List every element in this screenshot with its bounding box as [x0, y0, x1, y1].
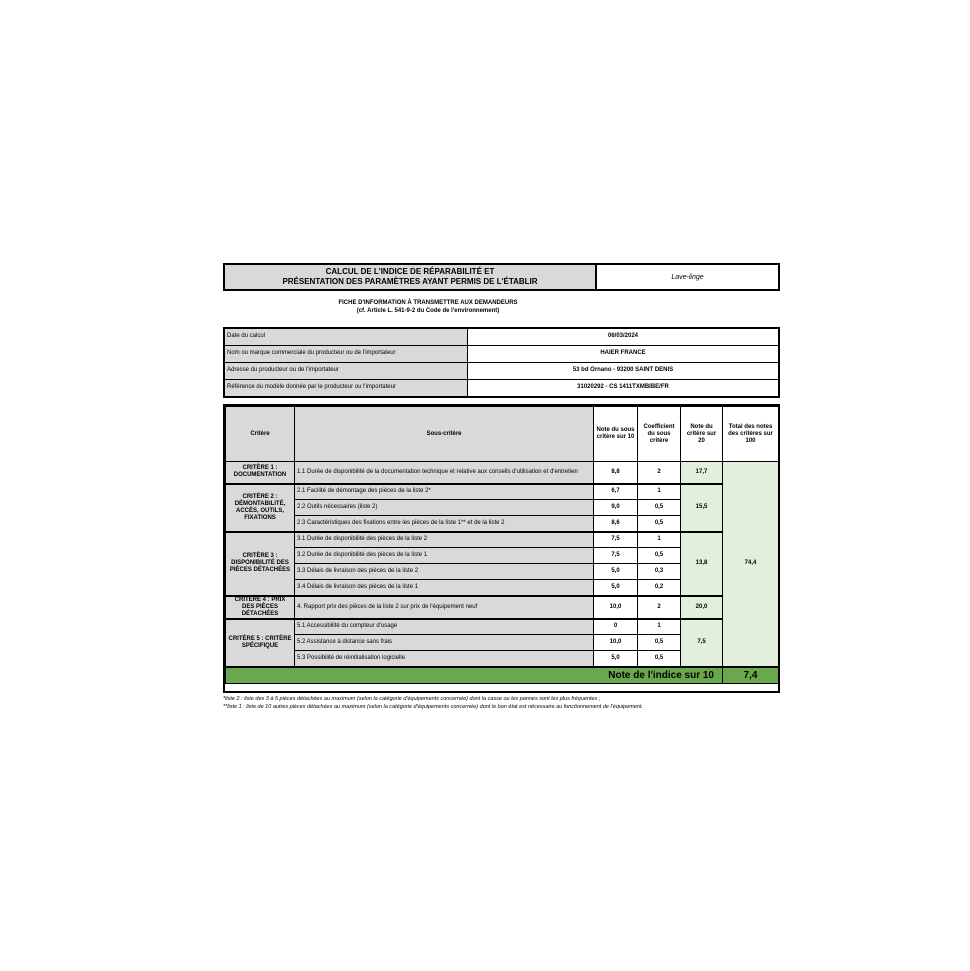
info-row-address	[225, 363, 778, 380]
info-row-date	[225, 329, 778, 346]
subcriterion-coef: 1	[638, 484, 681, 500]
subcriterion-note: 9,0	[594, 500, 638, 516]
header-note-sous-critere: Note du sous critère sur 10	[594, 407, 638, 462]
info-label: Référence du modèle donnée par le producteur ou l'importateur	[225, 380, 468, 396]
criterion-4: CRITÈRE 4 : PRIX DES PIÈCES DÉTACHÉES	[226, 596, 295, 619]
subcriterion-coef: 0,5	[638, 635, 681, 651]
subcriterion-2-3: 2.3 Caractéristiques des fixations entre les pièces de la liste 1** et de la liste 2	[295, 516, 594, 532]
info-label: Date du calcul	[225, 329, 468, 345]
subcriterion-coef: 0,5	[638, 651, 681, 667]
subcriterion-note: 10,0	[594, 635, 638, 651]
subcriterion-coef: 0,5	[638, 500, 681, 516]
subcriterion-3-1: 3.1 Durée de disponibilité des pièces de la liste 2	[295, 532, 594, 548]
header-note-critere: Note du critère sur 20	[681, 407, 723, 462]
sheet-title	[225, 265, 597, 289]
subcriterion-note: 8,8	[594, 462, 638, 484]
final-score-label: Note de l'indice sur 10	[226, 667, 723, 684]
subcriterion-note: 5,0	[594, 580, 638, 596]
footnote-list1: **liste 1 : liste de 10 autres pièces détachées au maximum (selon la catégorie d'équipements concernée) dont le bon état est nécessaire au fonctionnement de l'équipement.	[223, 704, 644, 710]
info-row-brand	[225, 346, 778, 363]
criterion-1: CRITÈRE 1 : DOCUMENTATION	[226, 462, 295, 484]
header-coefficient: Coefficient du sous critère	[638, 407, 681, 462]
subcriterion-coef: 0,2	[638, 580, 681, 596]
info-value: 53 bd Ornano - 93200 SAINT DENIS	[572, 367, 674, 373]
subcriterion-2-2: 2.2 Outils nécessaires (liste 2)	[295, 500, 594, 516]
subcriterion-note: 5,0	[594, 564, 638, 580]
header-total: Total des notes des critères sur 100	[723, 407, 779, 462]
info-label: Nom ou marque commerciale du producteur ou de l'importateur	[225, 346, 468, 362]
sheet-title-line2: PRÉSENTATION DES PARAMÈTRES AYANT PERMIS DE L'ÉTABLIR	[282, 277, 538, 286]
criterion-4-score: 20,0	[681, 596, 723, 619]
final-score-value: 7,4	[723, 667, 779, 684]
subcriterion-coef: 0,3	[638, 564, 681, 580]
sheet-title-line1: CALCUL DE L'INDICE DE RÉPARABILITÉ ET	[325, 267, 495, 276]
criterion-2: CRITÈRE 2 : DÉMONTABILITÉ, ACCÈS, OUTILS, FIXATIONS	[226, 484, 295, 532]
subcriterion-coef: 1	[638, 532, 681, 548]
product-type: Lave-linge	[671, 273, 704, 281]
subcriterion-5-2: 5.2 Assistance à distance sans frais	[295, 635, 594, 651]
subtitle-line2: (cf. Article L. 541-9-2 du Code de l'environnement)	[356, 308, 500, 314]
subcriterion-note: 6,7	[594, 484, 638, 500]
criterion-3: CRITÈRE 3 : DISPONIBILITÉ DES PIÈCES DÉTACHÉES	[226, 532, 295, 596]
subcriterion-3-4: 3.4 Délais de livraison des pièces de la liste 1	[295, 580, 594, 596]
subcriterion-5-1: 5.1 Accessibilité du compteur d'usage	[295, 619, 594, 635]
footnote-list2: *liste 2 : liste des 3 à 5 pièces détachées au maximum (selon la catégorie d'équipements concernée) dont la casse ou les pannes sont les plus fréquentes ;	[223, 696, 601, 702]
subcriterion-note: 8,6	[594, 516, 638, 532]
score-table	[223, 404, 780, 693]
footnotes	[223, 695, 823, 711]
subcriterion-2-1: 2.1 Facilité de démontage des pièces de la liste 2*	[295, 484, 594, 500]
subcriterion-coef: 0,5	[638, 548, 681, 564]
criterion-2-score: 15,5	[681, 484, 723, 532]
subtitle-line1: FICHE D'INFORMATION À TRANSMETTRE AUX DEMANDEURS	[338, 300, 518, 306]
header-sous-critere: Sous-critère	[295, 407, 594, 462]
subcriterion-coef: 2	[638, 596, 681, 619]
subcriterion-coef: 2	[638, 462, 681, 484]
header-critere: Critère	[226, 407, 295, 462]
subcriterion-4: 4. Rapport prix des pièces de la liste 2 sur prix de l'équipement neuf	[295, 596, 594, 619]
criterion-5: CRITÈRE 5 : CRITÈRE SPÉCIFIQUE	[226, 619, 295, 667]
info-label: Adresse du producteur ou de l'importateur	[225, 363, 468, 379]
subcriterion-note: 5,0	[594, 651, 638, 667]
subcriterion-note: 10,0	[594, 596, 638, 619]
subcriterion-1-1: 1.1 Durée de disponibilité de la documentation technique et relative aux conseils d'utilisation et d'entretien	[295, 462, 594, 484]
subtitle	[223, 299, 633, 315]
subcriterion-note: 0	[594, 619, 638, 635]
info-table	[223, 327, 780, 398]
subcriterion-note: 7,5	[594, 532, 638, 548]
total-score-100: 74,4	[723, 462, 779, 667]
info-value: 31020292 - CS 1411TXMBIBE/FR	[577, 384, 669, 390]
subcriterion-3-2: 3.2 Durée de disponibilité des pièces de la liste 1	[295, 548, 594, 564]
criterion-1-score: 17,7	[681, 462, 723, 484]
subcriterion-coef: 1	[638, 619, 681, 635]
sheet-header	[223, 263, 780, 291]
info-value: HAIER FRANCE	[600, 350, 646, 356]
criterion-3-score: 13,8	[681, 532, 723, 596]
subcriterion-3-3: 3.3 Délais de livraison des pièces de la liste 2	[295, 564, 594, 580]
info-value: 06/03/2024	[607, 333, 639, 339]
info-row-reference	[225, 380, 778, 396]
subcriterion-note: 7,5	[594, 548, 638, 564]
subcriterion-coef: 0,5	[638, 516, 681, 532]
subcriterion-5-3: 5.3 Possibilité de réinitialisation logicielle	[295, 651, 594, 667]
criterion-5-score: 7,5	[681, 619, 723, 667]
